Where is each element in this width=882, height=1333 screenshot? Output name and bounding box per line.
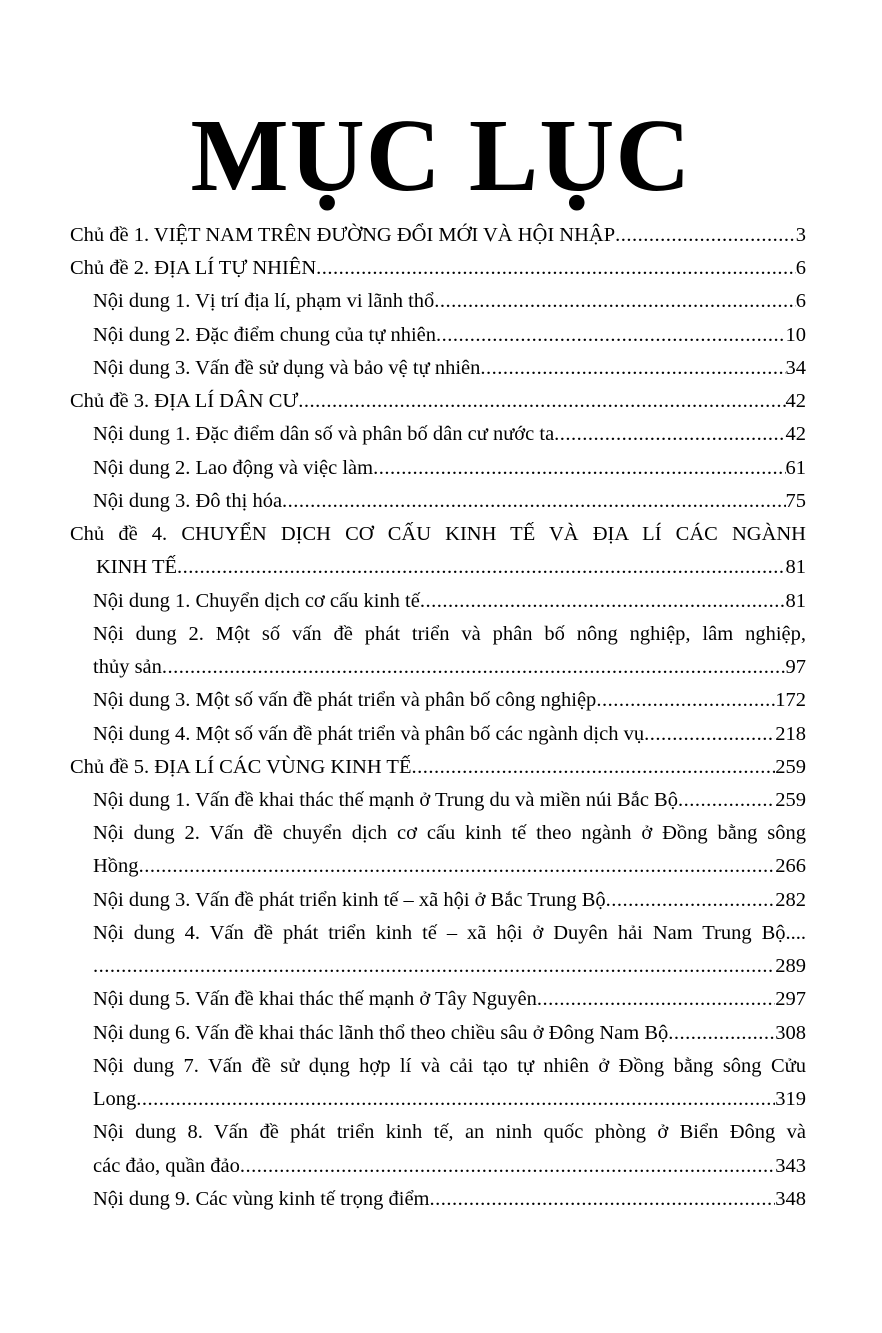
toc-topic-entry[interactable] [70, 219, 806, 252]
toc-content-entry[interactable] [70, 452, 806, 485]
toc-entry-text: Nội dung 6. Vấn đề khai thác lãnh thổ theo chiều sâu ở Đông Nam Bộ [93, 1021, 669, 1044]
dot-leader [240, 1150, 775, 1183]
toc-page-number: 343 [775, 1154, 806, 1177]
toc-topic-entry[interactable] [70, 518, 806, 584]
toc-entry-line [70, 950, 806, 983]
toc-page-number: 6 [795, 290, 806, 313]
toc-entry-text: Long [93, 1088, 137, 1111]
toc-entry-text: Nội dung 3. Vấn đề phát triển kinh tế – xã hội ở Bắc Trung Bộ [93, 888, 606, 911]
toc-entry-line [70, 252, 806, 285]
dot-leader [436, 319, 785, 352]
toc-page-number: 259 [775, 755, 806, 778]
toc-entry-line [70, 219, 806, 252]
toc-entry-text: Nội dung 2. Một số vấn đề phát triển và phân bố nông nghiệp, lâm nghiệp, [93, 622, 806, 645]
dot-leader [316, 252, 796, 285]
toc-content-entry[interactable] [70, 319, 806, 352]
toc-entry-text: Chủ đề 4. CHUYỂN DỊCH CƠ CẤU KINH TẾ VÀ ĐỊA LÍ CÁC NGÀNH [70, 523, 806, 546]
toc-content-entry[interactable] [70, 618, 806, 684]
toc-entry-line [70, 1150, 806, 1183]
toc-entry-line [70, 418, 806, 451]
toc-content-entry[interactable] [70, 1183, 806, 1216]
toc-content-entry[interactable] [70, 285, 806, 318]
toc-entry-line [70, 718, 806, 751]
toc-content-entry[interactable] [70, 718, 806, 751]
toc-page-number: 42 [785, 390, 806, 413]
toc-entry-line [70, 585, 806, 618]
toc-entry-line [70, 651, 806, 684]
toc-entry-line [70, 452, 806, 485]
toc-entry-line [70, 319, 806, 352]
toc-page-number: 172 [775, 689, 806, 712]
toc-entry-text: Nội dung 2. Đặc điểm chung của tự nhiên [93, 323, 437, 346]
toc-page-number: 75 [785, 489, 806, 512]
toc-entry-text: Nội dung 3. Vấn đề sử dụng và bảo vệ tự nhiên [93, 356, 481, 379]
toc-page-number: 42 [785, 423, 806, 446]
toc-entry-text: Nội dung 5. Vấn đề khai thác thế mạnh ở Tây Nguyên [93, 988, 537, 1011]
toc-entry-text: Nội dung 3. Đô thị hóa [93, 489, 283, 512]
toc-page-number: 97 [785, 656, 806, 679]
toc-entry-text: KINH TẾ [96, 556, 178, 579]
dot-leader [668, 1017, 775, 1050]
dot-leader [434, 285, 795, 318]
toc-page-number: 266 [775, 855, 806, 878]
toc-entry-line [70, 784, 806, 817]
dot-leader [282, 485, 785, 518]
toc-entry-text: Nội dung 7. Vấn đề sử dụng hợp lí và cải tạo tự nhiên ở Đồng bằng sông Cửu [93, 1054, 806, 1077]
toc-page-number: 289 [775, 955, 806, 978]
toc-entry-line [70, 884, 806, 917]
dot-leader [139, 850, 776, 883]
toc-topic-entry[interactable] [70, 385, 806, 418]
dot-leader [373, 452, 785, 485]
toc-content-entry[interactable] [70, 1050, 806, 1116]
toc-page-number: 3 [795, 224, 806, 246]
dot-leader [298, 385, 785, 418]
dot-leader [177, 551, 785, 584]
toc-entry-line [70, 1017, 806, 1050]
dot-leader [480, 352, 785, 385]
toc-content-entry[interactable] [70, 485, 806, 518]
toc-entry-text: Chủ đề 3. ĐỊA LÍ DÂN CƯ [70, 390, 299, 413]
toc-content-entry[interactable] [70, 585, 806, 618]
toc-page-number: 259 [775, 788, 806, 811]
toc-content-entry[interactable] [70, 817, 806, 883]
toc-entry-line [70, 850, 806, 883]
toc-page-number: 6 [795, 257, 806, 280]
toc-entry-line [70, 551, 806, 584]
toc-entry-text: các đảo, quần đảo [93, 1154, 240, 1177]
toc-entry-text: Nội dung 1. Vấn đề khai thác thế mạnh ở Trung du và miền núi Bắc Bộ [93, 788, 678, 811]
dot-leader [430, 1183, 776, 1216]
dot-leader [537, 983, 775, 1016]
toc-entry-text: Nội dung 1. Vị trí địa lí, phạm vi lãnh thổ [93, 290, 435, 313]
toc-entry-text: Nội dung 2. Vấn đề chuyển dịch cơ cấu kinh tế theo ngành ở Đồng bằng sông [93, 822, 806, 845]
toc-content-entry[interactable] [70, 884, 806, 917]
toc-content-entry[interactable] [70, 684, 806, 717]
toc-entry-line [70, 385, 806, 418]
toc-page-number: 308 [775, 1021, 806, 1044]
toc-entry-line [70, 1083, 806, 1116]
toc-topic-entry[interactable] [70, 252, 806, 285]
toc-page-number: 319 [775, 1088, 806, 1111]
toc-content-entry[interactable] [70, 983, 806, 1016]
page-title: MỤC LỤC [190, 98, 692, 213]
toc-entry-line [70, 983, 806, 1016]
toc-page-number: 10 [785, 323, 806, 346]
table-of-contents [70, 219, 806, 1216]
dot-leader [420, 585, 786, 618]
toc-entry-text: Nội dung 4. Một số vấn đề phát triển và phân bố các ngành dịch vụ [93, 722, 645, 745]
toc-page-number: 218 [775, 722, 806, 745]
toc-entry-line [70, 684, 806, 717]
dot-leader [411, 751, 775, 784]
toc-page-number: 282 [775, 888, 806, 911]
dot-leader [136, 1083, 775, 1116]
toc-entry-text: Nội dung 4. Vấn đề phát triển kinh tế – xã hội ở Duyên hải Nam Trung Bộ.... [93, 921, 806, 944]
toc-page-number: 61 [785, 456, 806, 479]
dot-leader [678, 784, 775, 817]
toc-entry-text: Nội dung 1. Chuyển dịch cơ cấu kinh tế [93, 589, 420, 612]
toc-topic-entry[interactable] [70, 751, 806, 784]
dot-leader [644, 718, 775, 751]
toc-content-entry[interactable] [70, 1116, 806, 1182]
toc-entry-line [70, 285, 806, 318]
toc-entry-text: Hồng [93, 855, 139, 878]
toc-content-entry[interactable] [70, 418, 806, 451]
toc-entry-text: Chủ đề 1. VIỆT NAM TRÊN ĐƯỜNG ĐỔI MỚI VÀ HỘI NHẬP [70, 224, 616, 246]
toc-entry-text: Nội dung 3. Một số vấn đề phát triển và phân bố công nghiệp [93, 689, 597, 712]
toc-entry-text: Nội dung 9. Các vùng kinh tế trọng điểm [93, 1187, 430, 1210]
toc-entry-text: Nội dung 2. Lao động và việc làm [93, 456, 374, 479]
toc-entry-line [70, 1183, 806, 1216]
toc-entry-text: thủy sản [93, 656, 162, 679]
dot-leader [596, 684, 775, 717]
toc-entry-text: Nội dung 8. Vấn đề phát triển kinh tế, an ninh quốc phòng ở Biển Đông và [93, 1121, 806, 1144]
toc-page-number: 81 [785, 556, 806, 579]
toc-entry-text: Nội dung 1. Đặc điểm dân số và phân bố dân cư nước ta [93, 423, 555, 446]
toc-content-entry[interactable] [70, 784, 806, 817]
toc-page-number: 348 [775, 1187, 806, 1210]
toc-page-number: 34 [785, 356, 806, 379]
toc-content-entry[interactable] [70, 352, 806, 385]
dot-leader [93, 950, 775, 983]
dot-leader [162, 651, 786, 684]
toc-entry-line [70, 751, 806, 784]
dot-leader [606, 884, 776, 917]
toc-entry-text: Chủ đề 5. ĐỊA LÍ CÁC VÙNG KINH TẾ [70, 755, 412, 778]
dot-leader [554, 418, 785, 451]
toc-content-entry[interactable] [70, 1017, 806, 1050]
toc-entry-line [70, 485, 806, 518]
dot-leader [615, 219, 796, 252]
toc-entry-line [70, 352, 806, 385]
toc-page-number: 297 [775, 988, 806, 1011]
toc-content-entry[interactable] [70, 917, 806, 983]
toc-entry-text: Chủ đề 2. ĐỊA LÍ TỰ NHIÊN [70, 257, 317, 280]
toc-page-number: 81 [785, 589, 806, 612]
